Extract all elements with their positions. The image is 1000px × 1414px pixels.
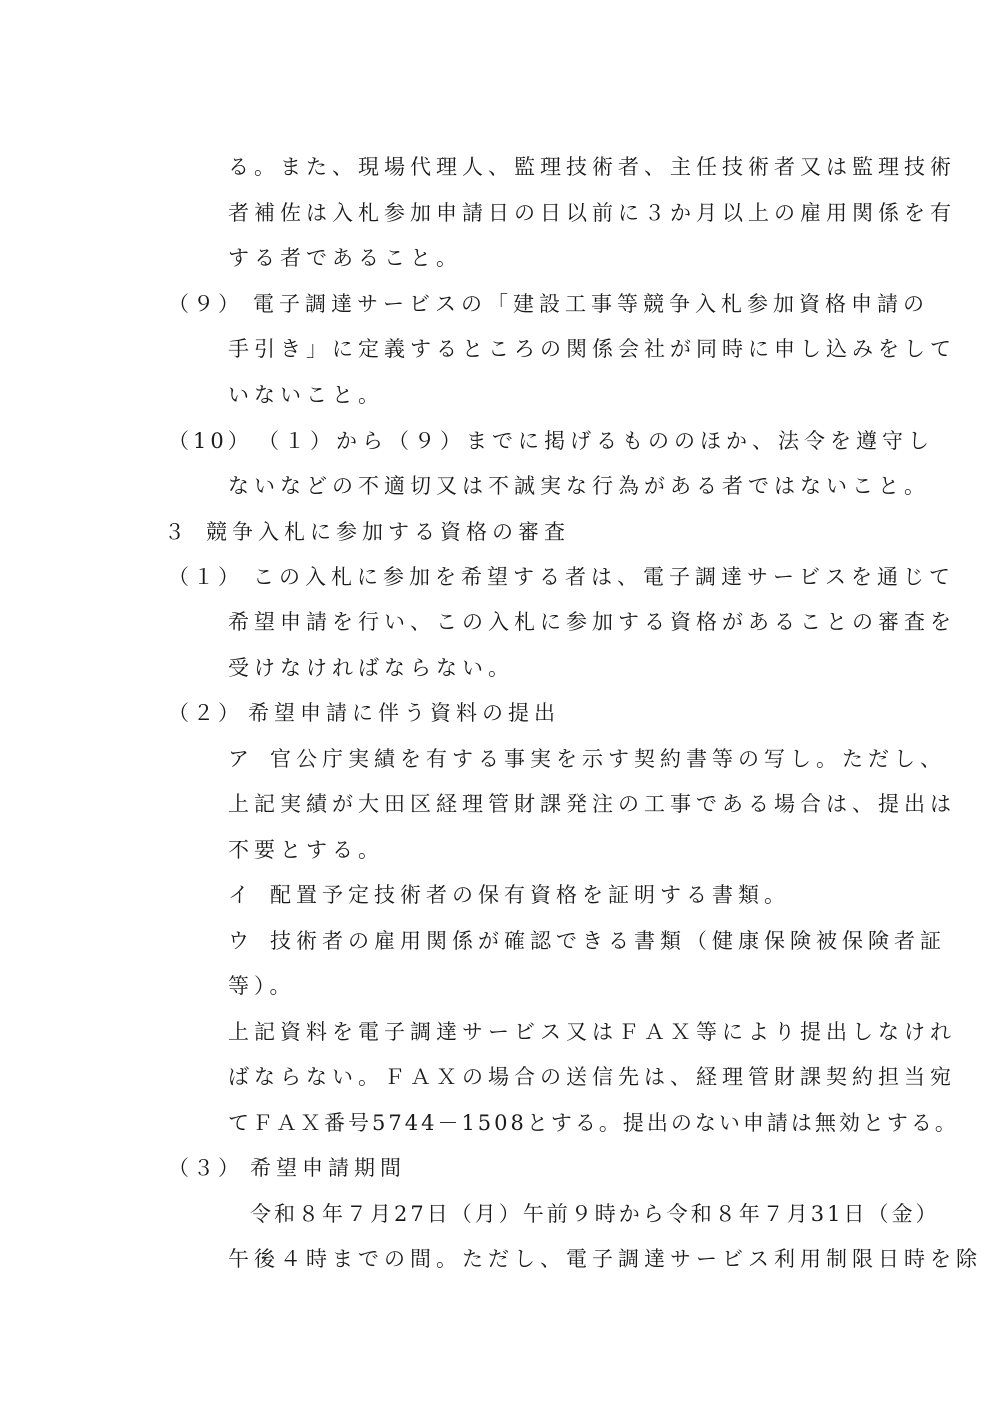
subitem-number-2: （２） xyxy=(168,701,243,725)
text-line: てＦＡＸ番号5744－1508とする。提出のない申請は無効とする。 xyxy=(228,1111,959,1135)
text-line: いないこと。 xyxy=(228,383,384,407)
list-marker-a: ア xyxy=(228,747,253,771)
text-line: 令和８年７月27日（月）午前９時から令和８年７月31日（金） xyxy=(250,1202,940,1226)
text-line: この入札に参加を希望する者は、電子調達サービスを通じて xyxy=(253,565,955,589)
text-line: 受けなければならない。 xyxy=(228,656,514,680)
item-number-9: （９） xyxy=(168,292,243,316)
text-line: 配置予定技術者の保有資格を証明する書類。 xyxy=(270,883,790,907)
subitem-number-3: （３） xyxy=(168,1156,243,1180)
text-line: 不要とする。 xyxy=(228,838,384,862)
text-line: 電子調達サービスの「建設工事等競争入札参加資格申請の xyxy=(253,292,929,316)
text-line: る。また、現場代理人、監理技術者、主任技術者又は監理技術 xyxy=(228,155,956,179)
text-line: （１）から（９）までに掲げるもののほか、法令を遵守し xyxy=(258,429,934,453)
text-line: 技術者の雇用関係が確認できる書類（健康保険被保険者証 xyxy=(270,929,946,953)
subitem-heading: 希望申請に伴う資料の提出 xyxy=(248,701,560,725)
text-line: 官公庁実績を有する事実を示す契約書等の写し。ただし、 xyxy=(270,747,946,771)
text-line: 等）。 xyxy=(228,974,296,998)
list-marker-i: イ xyxy=(228,883,253,907)
text-line: 上記実績が大田区経理管財課発注の工事である場合は、提出は xyxy=(228,792,956,816)
subitem-number-1: （１） xyxy=(168,565,243,589)
text-line: する者であること。 xyxy=(228,246,462,270)
list-marker-u: ウ xyxy=(228,929,253,953)
text-line: ばならない。ＦＡＸの場合の送信先は、経理管財課契約担当宛 xyxy=(228,1065,956,1089)
text-line: 上記資料を電子調達サービス又はＦＡＸ等により提出しなけれ xyxy=(228,1020,956,1044)
section-number-3: ３ xyxy=(164,520,189,544)
text-line: 午後４時までの間。ただし、電子調達サービス利用制限日時を除 xyxy=(228,1247,982,1271)
text-line: 者補佐は入札参加申請日の日以前に３か月以上の雇用関係を有 xyxy=(228,201,956,225)
section-heading: 競争入札に参加する資格の審査 xyxy=(206,520,570,544)
subitem-heading: 希望申請期間 xyxy=(250,1156,406,1180)
text-line: 手引き」に定義するところの関係会社が同時に申し込みをして xyxy=(228,337,956,361)
text-line: 希望申請を行い、この入札に参加する資格があることの審査を xyxy=(228,610,956,634)
text-line: ないなどの不適切又は不誠実な行為がある者ではないこと。 xyxy=(228,474,930,498)
item-number-10: （10） xyxy=(168,429,253,453)
